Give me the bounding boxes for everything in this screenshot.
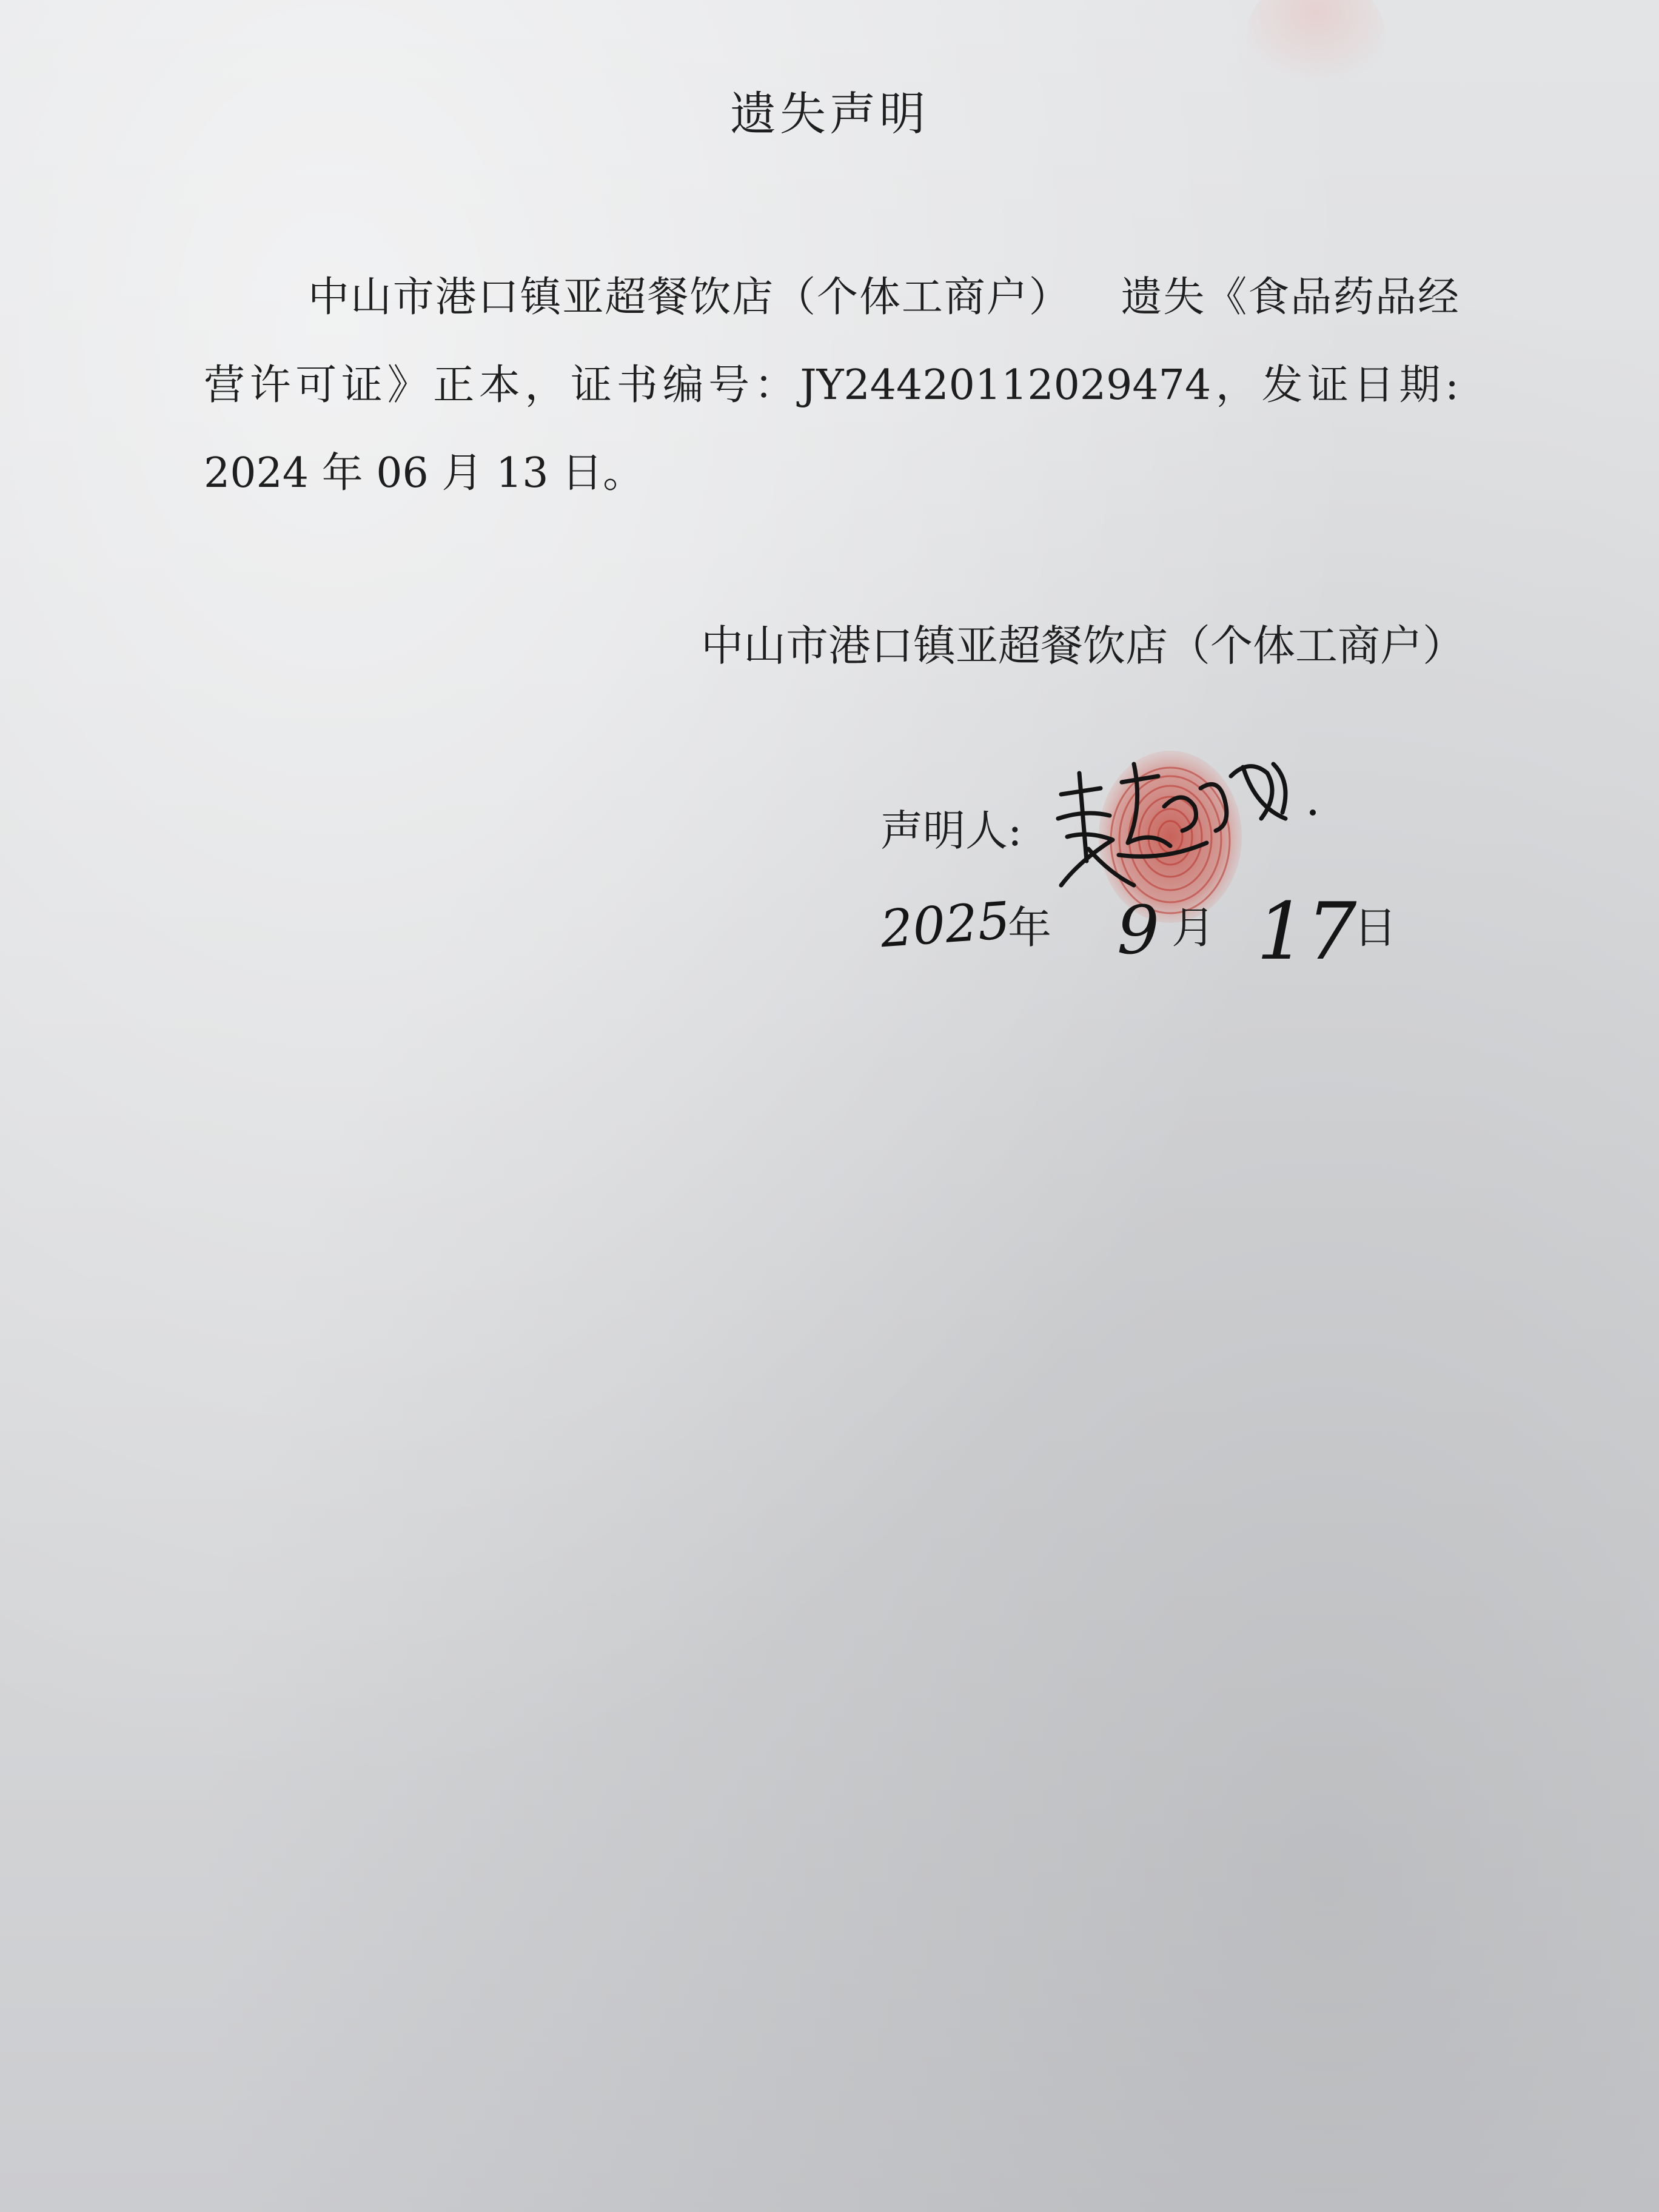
- declaration-body-text: 遗失《食品药品经营许可证》正本，证书编号：JY24420112029474，发证日期: 2024 年 06 月 13 日。: [204, 273, 1459, 497]
- signature-date: [878, 885, 1426, 994]
- date-month-unit: 月: [1171, 902, 1216, 953]
- page-title: 遗失声明: [730, 87, 929, 141]
- declaration-body: [204, 253, 1459, 517]
- declaration-body-company: 中山市港口镇亚超餐饮店（个体工商户）: [307, 273, 1071, 321]
- signing-company: 中山市港口镇亚超餐饮店（个体工商户）: [701, 621, 1465, 671]
- date-year-handwritten: 2025: [878, 890, 1012, 959]
- date-month-handwritten: 9: [1117, 891, 1159, 969]
- declarant-label: 声明人:: [880, 806, 1022, 856]
- date-year-unit: 年: [1008, 902, 1052, 953]
- date-day-handwritten: 17: [1256, 885, 1357, 977]
- date-day-unit: 日: [1353, 902, 1398, 953]
